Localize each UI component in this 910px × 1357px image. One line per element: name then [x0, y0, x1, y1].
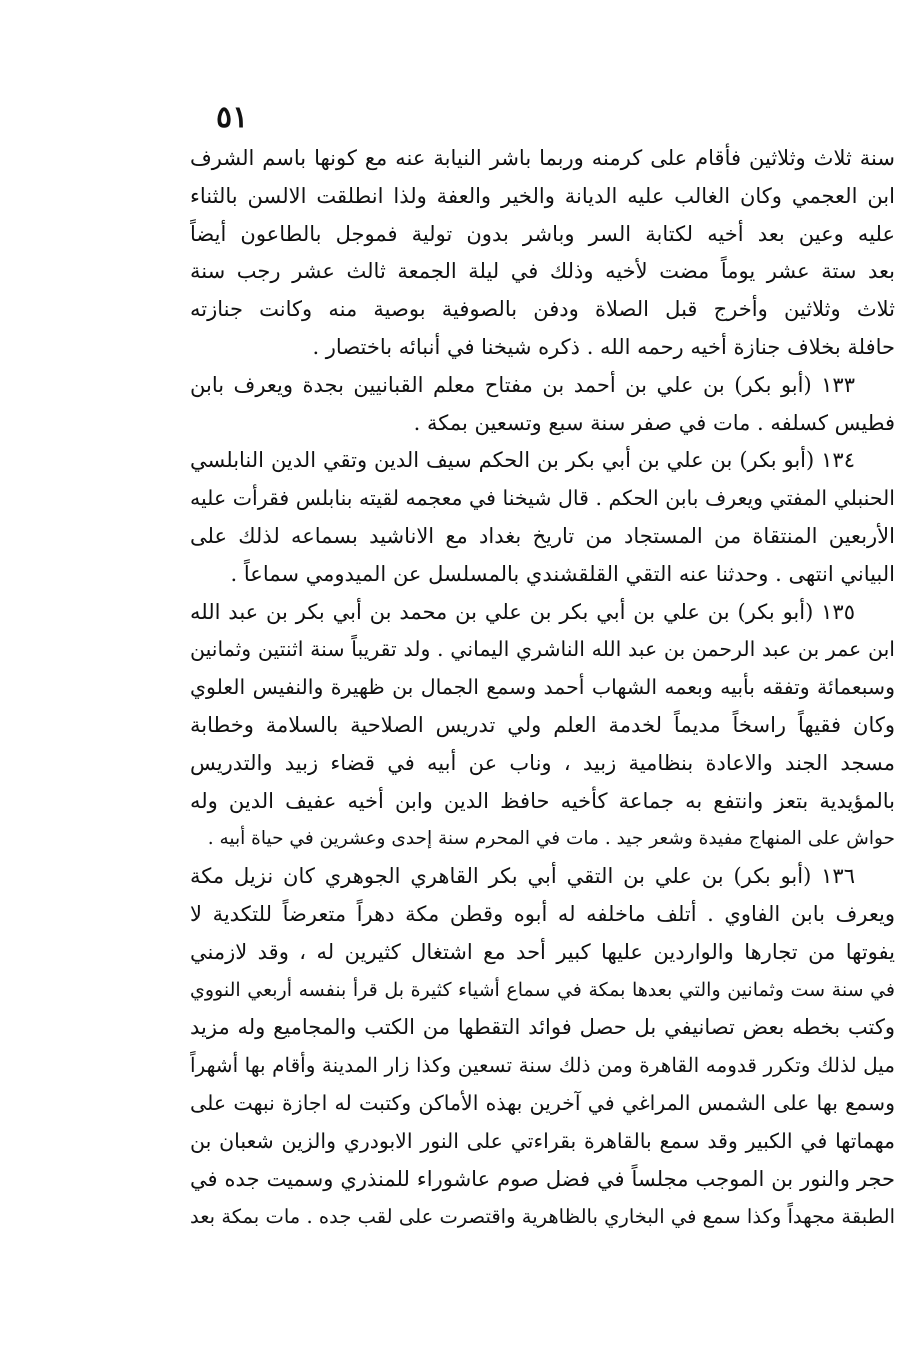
text-line: الأربعين المنتقاة من المستجاد من تاريخ بغداد مع الاناشيد بسماعه لذلك على: [190, 523, 895, 548]
text-line: يفوتها من تجارها والواردين عليها كبير أحد مع اشتغال كثيرين له ، وقد لازمني: [190, 939, 895, 964]
text-line: ١٣٥ (أبو بكر) بن علي بن أبي بكر بن علي بن محمد بن أبي بكر بن عبد الله: [190, 599, 855, 624]
text-line: بالمؤيدية بتعز وانتفع به جماعة كأخيه حافظ الدين وابن أخيه عفيف الدين وله: [190, 788, 895, 813]
text-line: بعد ستة عشر يوماً مضت لأخيه وذلك في ليلة الجمعة ثالث عشر رجب سنة: [190, 259, 895, 284]
text-line: فطيس كسلفه . مات في صفر سنة سبع وتسعين بمكة .: [413, 410, 895, 435]
text-line: وكتب بخطه بعض تصانيفي بل حصل فوائد التقطها من الكتب والمجاميع وله مزيد: [190, 1015, 895, 1040]
text-line: حواش على المنهاج مفيدة وشعر جيد . مات في المحرم سنة إحدى وعشرين في حياة أبيه .: [207, 828, 895, 850]
text-line: سنة ثلاث وثلاثين فأقام على كرمنه وربما باشر النيابة عنه مع كونها باسم الشرف: [190, 146, 895, 170]
text-line: الطبقة مجهداً وكذا سمع في البخاري بالظاهرية واقتصرت على لقب جده . مات بمكة بعد: [190, 1205, 895, 1229]
text-line: حافلة بخلاف جنازة أخيه رحمه الله . ذكره شيخنا في أنبائه باختصار .: [312, 334, 895, 359]
text-line: ابن العجمي وكان الغالب عليه الديانة والخير والعفة ولذا انطلقت الالسن بالثناء: [190, 183, 895, 208]
text-line: ١٣٣ (أبو بكر) بن علي بن أحمد بن مفتاح معلم القبانيين بجدة ويعرف بابن: [190, 372, 855, 397]
text-line: ١٣٤ (أبو بكر) بن علي بن أبي بكر بن الحكم سيف الدين وتقي الدين النابلسي: [190, 448, 855, 473]
text-line: ويعرف بابن الفاوي . أتلف ماخلفه له أبوه وقطن مكة دهراً متعرضاً للتكدية لا: [190, 901, 895, 926]
text-line: البياني انتهى . وحدثنا عنه التقي القلقشندي بالمسلسل عن الميدومي سماعاً .: [230, 561, 895, 586]
text-line: الحنبلي المفتي ويعرف بابن الحكم . قال شيخنا في معجمه لقيته بنابلس فقرأت عليه: [190, 486, 895, 511]
page-number: ٥١: [216, 100, 249, 135]
text-line: ابن عمر بن عبد الرحمن بن عبد الله الناشري اليماني . ولد تقريباً سنة اثنتين وثمانين: [190, 637, 895, 662]
text-line: وسبعمائة وتفقه بأبيه وبعمه الشهاب أحمد وسمع الجمال بن ظهيرة والنفيس العلوي: [190, 675, 895, 700]
text-line: في سنة ست وثمانين والتي بعدها بمكة في سماع أشياء كثيرة بل قرأ بنفسه أربعي النووي: [190, 978, 895, 1001]
text-line: عليه وعين بعد أخيه لكتابة السر وباشر بدون تولية فموجل بالطاعون أيضاً: [190, 221, 895, 246]
text-line: مهماتها في الكبير وقد سمع بالقاهرة بقراءتي على النور الابودري والزين شعبان بن: [190, 1128, 895, 1153]
text-line: وسمع بها على الشمس المراغي في آخرين بهذه الأماكن وكتبت له اجازة نبهت على: [190, 1090, 895, 1115]
text-line: حجر والنور بن الموجب مجلساً في فضل صوم عاشوراء للمنذري وسميت جده في: [190, 1166, 895, 1191]
text-line: وكان فقيهاً راسخاً مديماً لخدمة العلم ولي تدريس الصلاحية بالسلامة وخطابة: [190, 712, 895, 737]
body-text: [190, 140, 895, 1236]
text-line: ميل لذلك وتكرر قدومه القاهرة ومن ذلك سنة تسعين وكذا زار المدينة وأقام بها أشهراً: [190, 1053, 895, 1078]
text-line: ١٣٦ (أبو بكر) بن علي بن التقي أبي بكر القاهري الجوهري كان نزيل مكة: [190, 864, 855, 889]
text-line: مسجد الجند والاعادة بنظامية زبيد ، وناب عن أبيه في قضاء زبيد والتدريس: [190, 750, 895, 775]
text-line: ثلاث وثلاثين وأخرج قبل الصلاة ودفن بالصوفية بوصية منه وكانت جنازته: [190, 297, 895, 322]
